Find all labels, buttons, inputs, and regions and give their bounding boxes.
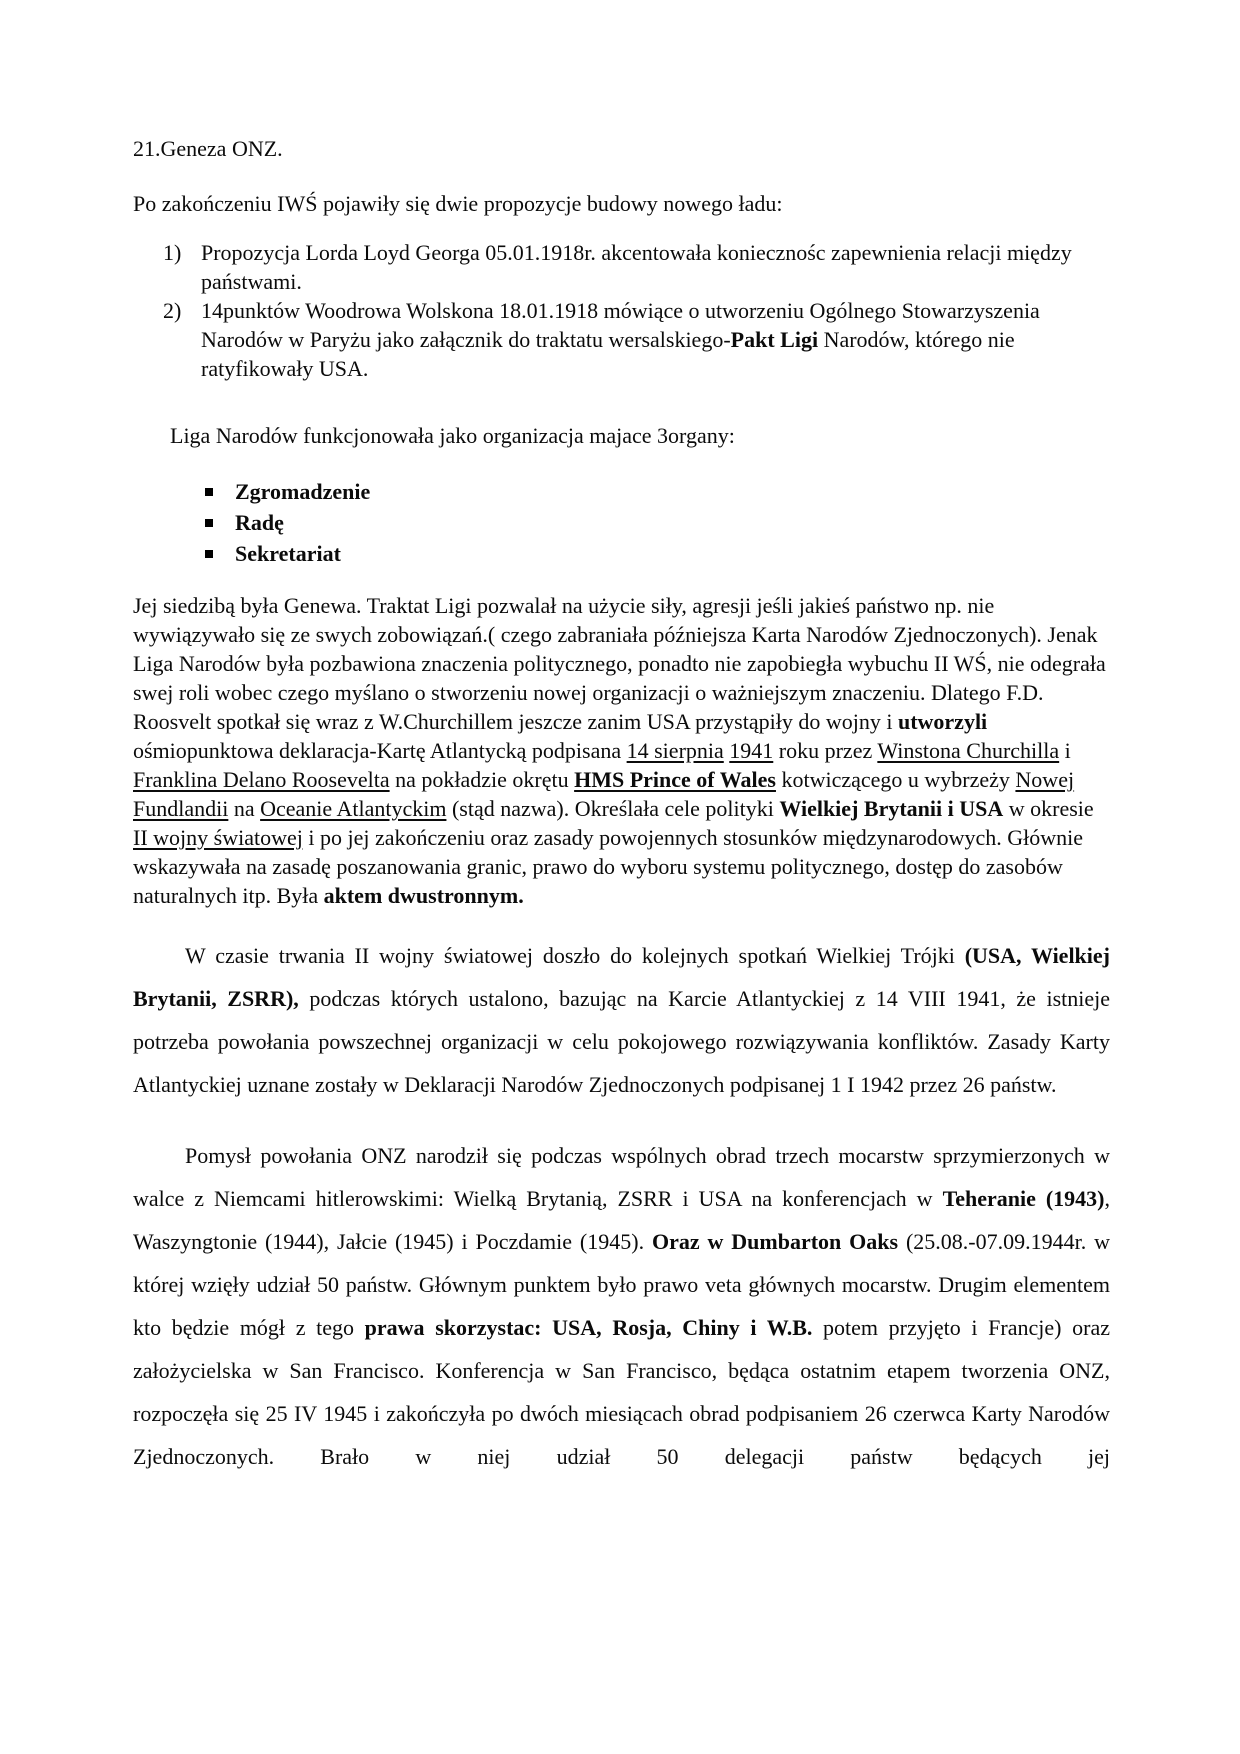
text-run: 1941 [729,738,774,763]
text-run: II wojny światowej [133,825,303,850]
text-run: w okresie [1003,796,1094,821]
bullet-icon [205,488,213,496]
text-run: utworzyli [897,709,988,734]
bullet-item-sekretariat [205,538,1110,569]
bullet-label: Radę [235,510,284,535]
liga-narodow-paragraph: Liga Narodów funkcjonowała jako organizacja majace 3organy: [170,423,735,448]
text-run: Pakt Ligi [730,327,819,352]
bullet-item-zgromadzenie [205,476,1110,507]
text-run: (25.08.-07.09.1944r. w której wzięły udział 50 państw. Głównym punktem było prawo veta głównych mocarstw. Drugim elementem kto będzie mógł z tego [133,1229,1110,1340]
text-run: Pomysł powołania ONZ narodził się podczas wspólnych obrad trzech mocarstw sprzymierzonych w walce z Niemcami hitlerowskimi: Wielką Brytanią, ZSRR i USA na konferencjach w [133,1143,1110,1211]
list-item-1-text [201,238,1110,296]
bullet-item-rade [205,507,1110,538]
text-run: HMS Prince of Wales [574,767,776,792]
text-run: Oceanie Atlantyckim [260,796,447,821]
numbered-list [133,238,1110,383]
bullet-label: Sekretariat [235,541,341,566]
text-run: Franklina Delano Roosevelta [133,767,390,792]
organs-bullet-list [133,476,1110,569]
text-run: kotwiczącego u wybrzeży [775,767,1016,792]
page-title: 21.Geneza ONZ. [133,136,283,161]
intro-paragraph: Po zakończeniu IWŚ pojawiły się dwie propozycje budowy nowego ładu: [133,191,783,216]
list-item-2-text [201,296,1110,383]
text-run: 14 sierpnia [626,738,724,763]
numbered-list-item-1 [133,238,1110,296]
text-run: Winstona Churchilla [877,738,1060,763]
text-run: Propozycja Lorda Loyd Georga 05.01.1918r. akcentowała koniecznośc zapewnienia relacji między państwami. [201,240,1072,294]
bullet-icon [205,519,213,527]
text-run: Teheranie (1943) [942,1186,1105,1211]
text-run: , Waszyngtonie (1944), Jałcie (1945) i Poczdamie (1945). [133,1186,1110,1254]
text-run: ośmiopunktowa deklaracja-Kartę Atlantycką podpisana [133,738,627,763]
text-run: i po jej zakończeniu oraz zasady powojennych stosunków międzynarodowych. Głównie wskazywała na zasadę poszanowania granic, prawo do wyboru systemu politycznego, dostęp do zasobów naturalnych itp. Była [133,825,1084,908]
text-run: Wielkiej Brytanii i USA [779,796,1004,821]
text-run: aktem dwustronnym. [323,883,524,908]
bullet-label: Zgromadzenie [235,479,371,504]
text-run: i [1059,738,1071,763]
text-run: 14punktów Woodrowa Wolskona 18.01.1918 mówiące o utworzeniu Ogólnego Stowarzyszenia Narodów w Paryżu jako załącznik do traktatu wersalskiego- [201,298,1040,352]
text-run: potem przyjęto i Francje) oraz założycielska w San Francisco. Konferencja w San Francisco, będąca ostatnim etapem tworzenia ONZ, rozpoczęła się 25 IV 1945 i zakończyła po dwóch miesiącach obrad podpisaniem 26 czerwca Karty Narodów Zjednoczonych. Brało w niej udział 50 delegacji państw będących jej [133,1315,1110,1469]
text-run: na [228,796,261,821]
text-run: Nowej Fundlandii [133,767,1075,821]
text-run: na pokładzie okrętu [389,767,575,792]
text-run: (USA, Wielkiej Brytanii, ZSRR), [133,943,1110,1011]
atlantic-charter-paragraph [133,591,1110,910]
text-run: W czasie trwania II wojny światowej doszło do kolejnych spotkań Wielkiej Trójki [185,943,965,968]
text-run: prawa skorzystac: USA, Rosja, Chiny i W.B. [364,1315,813,1340]
text-run: Narodów, którego nie ratyfikowały USA. [201,327,1015,381]
onz-founding-paragraph [133,1134,1110,1478]
list-marker-1: 1) [163,240,182,265]
text-run: Jej siedzibą była Genewa. Traktat Ligi pozwalał na użycie siły, agresji jeśli jakieś państwo np. nie wywiązywało się ze swych zobowiązań.( czego zabraniała późniejsza Karta Narodów Zjednoczonych). Jenak Liga Narodów była pozbawiona znaczenia politycznego, ponadto nie zapobiegła wybuchu II WŚ, nie odegrała swej roli wobec czego myślano o stworzeniu nowej organizacji o ważniejszym znaczeniu. Dlatego F.D. Roosvelt spotkał się wraz z W.Churchillem jeszcze zanim USA przystąpiły do wojny i [133,593,1106,734]
big-three-paragraph [133,934,1110,1106]
text-run: (stąd nazwa). Określała cele polityki [446,796,780,821]
text-run: roku przez [773,738,878,763]
bullet-icon [205,550,213,558]
list-marker-2: 2) [163,298,182,323]
text-run: podczas których ustalono, bazując na Karcie Atlantyckiej z 14 VIII 1941, że istnieje potrzeba powołania powszechnej organizacji w celu pokojowego rozwiązywania konfliktów. Zasady Karty Atlantyckiej uznane zostały w Deklaracji Narodów Zjednoczonych podpisanej 1 I 1942 przez 26 państw. [133,986,1110,1097]
text-run: Oraz w Dumbarton Oaks [651,1229,899,1254]
numbered-list-item-2 [133,296,1110,383]
